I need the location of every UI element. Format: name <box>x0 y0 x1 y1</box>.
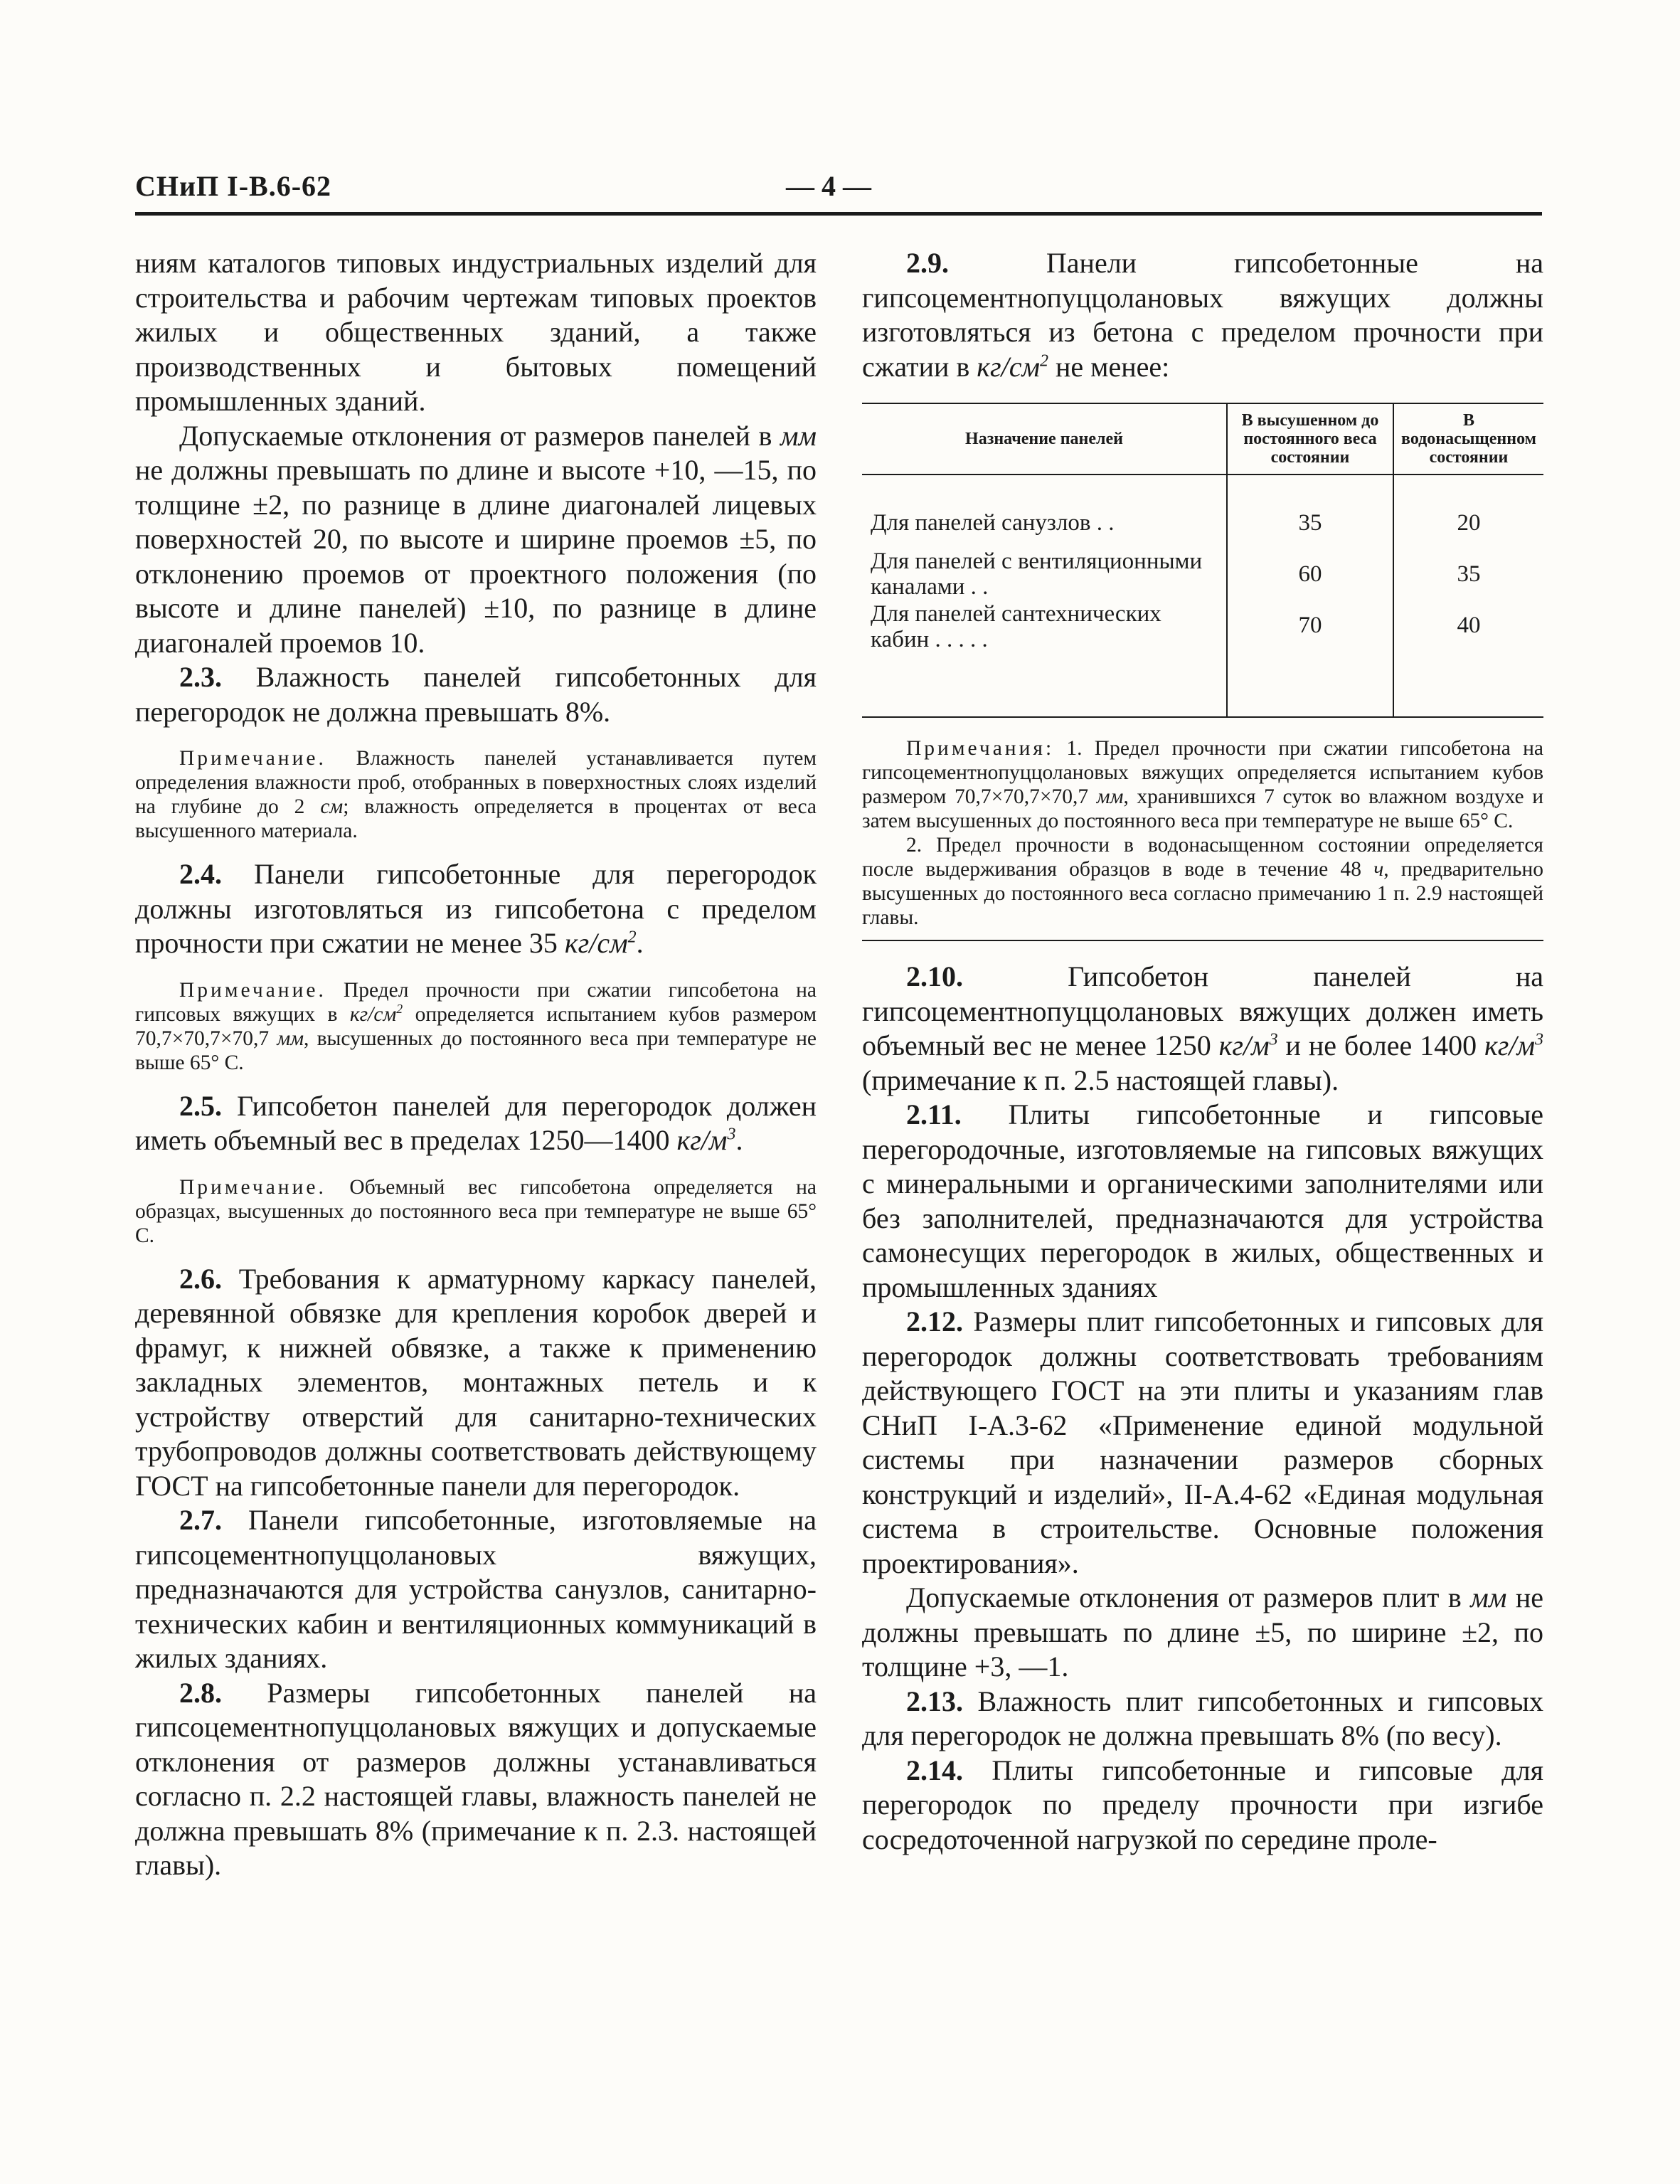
page-number: — 4 — <box>786 170 871 202</box>
column-header-dry: В высушенном до постоянного веса состоянии <box>1227 403 1393 475</box>
table-cell-purpose: Для панелей сантехнических кабин . . . . . <box>871 601 1161 652</box>
section-2-10: 2.10. Гипсобетон панелей на гипсоцементнопуццолановых вяжущих должен иметь объемный вес не менее 1250 $кг/м^3$ и не более 1400 $кг/м^3$ (примечание к п. 2.5 настоящей главы). <box>862 960 1544 1096</box>
paragraph-continuation: ниям каталогов типовых индустриальных изделий для строительства и рабочим чертежам типовых проектов жилых и общественных зданий, а также производственных и бытовых помещений промышленных зданий. <box>135 247 817 417</box>
section-2-14: 2.14. Плиты гипсобетонные и гипсовые для перегородок по пределу прочности при изгибе сосредоточенной нагрузкой по середине проле- <box>862 1754 1543 1855</box>
left-column <box>135 246 817 1883</box>
section-2-4: 2.4. Панели гипсобетонные для перегородок должны изготовляться из гипсобетона с пределом прочности при сжатии не менее 35 $кг/см^2$. <box>135 858 817 959</box>
note-2-5: Примечание. Объемный вес гипсобетона определяется на образцах, высушенных до постоянного веса при температуре не выше 65° С. <box>135 1175 817 1247</box>
strength-table <box>862 403 1543 716</box>
table-note-1: Примечания: 1. Предел прочности при сжатии гипсобетона на гипсоцементнопуццолановых вяжущих определяется испытанием кубов размером 70,7×70,7×70,7 мм, хранившихся 7 суток во влажном воздухе и затем высушенных до постоянного веса при температуре не выше 65° С. <box>862 737 1543 832</box>
column-header-purpose: Назначение панелей <box>862 403 1227 475</box>
table-notes <box>862 716 1543 941</box>
table-cell-wet: 20 <box>1393 475 1543 548</box>
table-row <box>862 475 1543 548</box>
table-note-2: 2. Предел прочности в водонасыщенном состоянии определяется после выдерживания образцов в воде в течение 48 ч, предварительно высушенных до постоянного веса согласно примечанию 1 п. 2.9 настоящей главы. <box>862 834 1544 929</box>
section-2-13: 2.13. Влажность плит гипсобетонных и гипсовых для перегородок не должна превышать 8% (по весу). <box>862 1685 1543 1751</box>
table-cell-dry: 70 <box>1227 600 1393 716</box>
column-header-wet: В водонасыщенном состоянии <box>1393 403 1543 475</box>
table-cell-purpose: Для панелей с вентиляционными каналами . . <box>871 548 1203 600</box>
table-cell-dry: 35 <box>1227 475 1393 548</box>
section-2-9: 2.9. Панели гипсобетонные на гипсоцементнопуццолановых вяжущих должны изготовляться из бетона с пределом прочности при сжатии в $кг/см^2$ не менее: <box>862 247 1543 383</box>
section-2-8: 2.8. Размеры гипсобетонных панелей на гипсоцементнопуццолановых вяжущих и допускаемые отклонения от размеров должны устанавливаться согласно п. 2.2 настоящей главы, влажность панелей не должна превышать 8% (примечание к п. 2.3. настоящей главы). <box>135 1676 817 1881</box>
section-2-5: 2.5. Гипсобетон панелей для перегородок должен иметь объемный вес в пределах 1250—1400 $кг/м^3$. <box>135 1089 817 1156</box>
section-2-12: 2.12. Размеры плит гипсобетонных и гипсовых для перегородок должны соответствовать требованиям действующего ГОСТ на эти плиты и указаниям глав СНиП I-А.3-62 «Применение единой модульной системы при назначении размеров сборных конструкций и изделий», II-А.4-62 «Единая модульная система в строительстве. Основные положения проектирования». <box>862 1305 1543 1579</box>
note-2-3: Примечание. Влажность панелей устанавливается путем определения влажности проб, отобранных в поверхностных слоях изделий на глубине до 2 см; влажность определяется в процентах от веса высушенного материала. <box>135 747 817 842</box>
table-row <box>862 548 1543 600</box>
table-row <box>862 600 1543 716</box>
right-column <box>862 246 1543 1857</box>
table-cell-purpose: Для панелей санузлов . . <box>871 509 1115 536</box>
section-2-11: 2.11. Плиты гипсобетонные и гипсовые перегородочные, изготовляемые на гипсовых вяжущих с минеральными и органическими заполнителями или без заполнителей, предназначаются для устройства самонесущих перегородок в жилых, общественных и промышленных зданиях <box>862 1098 1543 1303</box>
note-2-4: Примечание. Предел прочности при сжатии гипсобетона на гипсовых вяжущих в $кг/см^2$ определяется испытанием кубов размером 70,7×70,7×70,7 мм, высушенных до постоянного веса при температуре не выше 65° С. <box>135 978 817 1074</box>
table-cell-wet: 35 <box>1393 548 1543 600</box>
paragraph-slab-deviations: Допускаемые отклонения от размеров плит в мм не должны превышать по длине ±5, по ширине ±2, по толщине +3, —1. <box>862 1581 1543 1682</box>
document-code: СНиП I-В.6-62 <box>135 170 332 202</box>
header-rule <box>135 212 1542 216</box>
table-cell-dry: 60 <box>1227 548 1393 600</box>
paragraph-panel-deviations: Допускаемые отклонения от размеров панелей в мм не должны превышать по длине и высоте +10, —15, по толщине ±2, по разнице в длине диагоналей лицевых поверхностей 20, по высоте и ширине проемов ±5, по отклонению проемов от проектного положения (по высоте и длине панелей) ±10, по разнице в длине диагоналей проемов 10. <box>135 419 817 659</box>
section-2-6: 2.6. Требования к арматурному каркасу панелей, деревянной обвязке для крепления коробок дверей и фрамуг, к нижней обвязке, а также к применению закладных элементов, монтажных петель и к устройству отверстий для санитарно-технических трубопроводов должны соответствовать действующему ГОСТ на гипсобетонные панели для перегородок. <box>135 1262 817 1502</box>
section-2-3: 2.3. Влажность панелей гипсобетонных для перегородок не должна превышать 8%. <box>135 661 817 728</box>
section-2-7: 2.7. Панели гипсобетонные, изготовляемые на гипсоцементнопуццолановых вяжущих, предназначаются для устройства санузлов, санитарно-технических кабин и вентиляционных коммуникаций в жилых зданиях. <box>135 1504 817 1674</box>
table-cell-wet: 40 <box>1393 600 1543 716</box>
table-header-row <box>862 403 1543 475</box>
